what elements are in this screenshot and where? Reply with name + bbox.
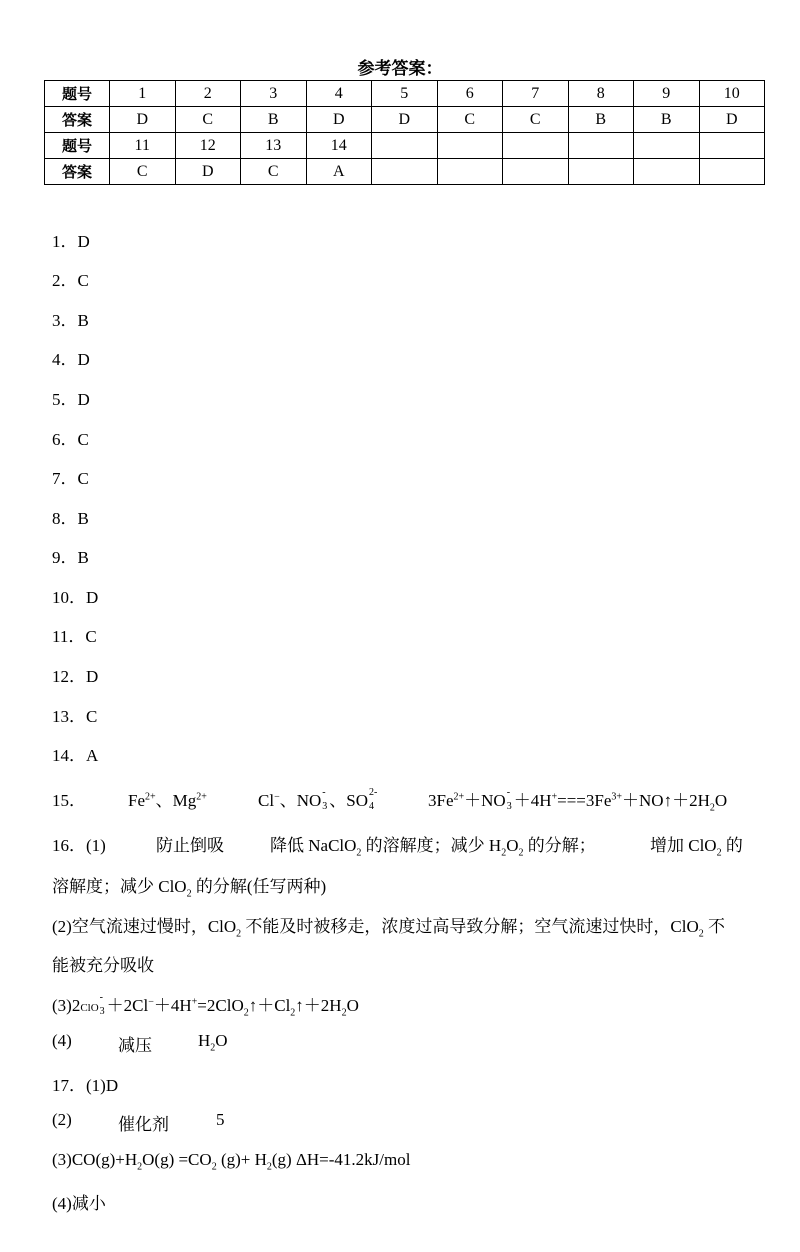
table-cell: 11 xyxy=(110,133,176,159)
answer-number: 10． xyxy=(52,588,86,607)
answer-line xyxy=(52,464,89,489)
table-cell: 10 xyxy=(699,81,765,107)
answer-line xyxy=(52,385,90,410)
table-cell xyxy=(372,133,438,159)
table-header-cell: 题号 xyxy=(45,81,110,107)
answer-number: 3． xyxy=(52,311,78,330)
answer-line xyxy=(52,662,98,687)
q16-line-5: (3)2ClO - 3 $+2Cl^-+4H^+=2ClO_2↑+Cl_2↑+2H_2O$ xyxy=(52,992,359,1019)
answer-line xyxy=(52,622,97,647)
table-cell xyxy=(372,159,438,185)
table-cell: B xyxy=(568,107,634,133)
table-cell xyxy=(568,133,634,159)
table-cell: 3 xyxy=(241,81,307,107)
answer-number: 13． xyxy=(52,707,86,726)
table-cell xyxy=(634,159,700,185)
q16-line-4: 能被充分吸收 xyxy=(52,956,154,975)
q15-cations: $Fe^{2+}$、$Mg^{2+}$ xyxy=(128,791,207,810)
table-cell: 5 xyxy=(372,81,438,107)
answer-value: D xyxy=(86,667,99,686)
table-cell xyxy=(568,159,634,185)
table-cell: C xyxy=(437,107,503,133)
answer-number: 5． xyxy=(52,390,78,409)
table-header-cell: 答案 xyxy=(45,107,110,133)
q15-num: 15． xyxy=(52,791,86,810)
table-cell: C xyxy=(241,159,307,185)
answer-value: D xyxy=(77,390,90,409)
answer-number: 9． xyxy=(52,548,78,567)
table-cell: D xyxy=(372,107,438,133)
table-number-row xyxy=(45,81,765,107)
table-cell: 4 xyxy=(306,81,372,107)
table-cell xyxy=(634,133,700,159)
table-cell xyxy=(503,159,569,185)
table-header-cell: 题号 xyxy=(45,133,110,159)
answer-number: 1． xyxy=(52,232,78,251)
answer-line xyxy=(52,504,89,529)
table-cell xyxy=(437,159,503,185)
table-cell: 7 xyxy=(503,81,569,107)
q16-line-3: (2)空气流速过慢时，ClO$_2$ 不能及时被移走，浓度过高导致分解；空气流速过快时，ClO$_2$ 不 xyxy=(52,917,726,940)
q16-line-6: (4) 减压 $H_2O$ xyxy=(52,1031,228,1055)
table-cell xyxy=(699,159,765,185)
table-cell: 14 xyxy=(306,133,372,159)
answer-value: B xyxy=(77,311,89,330)
table-cell: 13 xyxy=(241,133,307,159)
answer-value: D xyxy=(77,232,90,251)
table-cell: 8 xyxy=(568,81,634,107)
q17-line-2: (2) 催化剂 5 xyxy=(52,1110,225,1134)
answer-value: D xyxy=(86,588,99,607)
q16-line-1: 16．(1) 防止倒吸 降低 NaClO$_2$ 的溶解度；减少 $H_2O_2$ 的分解； 增加 ClO$_2$ 的 xyxy=(52,836,743,859)
answer-value: B xyxy=(77,548,89,567)
table-header-cell: 答案 xyxy=(45,159,110,185)
answer-value: C xyxy=(77,271,89,290)
table-cell: A xyxy=(306,159,372,185)
answer-line xyxy=(52,345,90,370)
table-cell: 6 xyxy=(437,81,503,107)
answer-line xyxy=(52,425,89,450)
table-cell: B xyxy=(634,107,700,133)
answer-line xyxy=(52,227,90,252)
answer-line xyxy=(52,583,98,608)
table-cell: B xyxy=(241,107,307,133)
answer-line xyxy=(52,306,89,331)
table-cell: C xyxy=(110,159,176,185)
table-cell: D xyxy=(110,107,176,133)
answer-number: 6． xyxy=(52,430,78,449)
table-cell: C xyxy=(503,107,569,133)
answer-number: 8． xyxy=(52,509,78,528)
answer-number: 7． xyxy=(52,469,78,488)
table-cell: 2 xyxy=(175,81,241,107)
answer-number: 11． xyxy=(52,627,86,646)
table-answer-row xyxy=(45,159,765,185)
answer-number: 12． xyxy=(52,667,86,686)
answer-line xyxy=(52,702,97,727)
table-cell: D xyxy=(306,107,372,133)
page-title: 参考答案： xyxy=(357,59,443,79)
answer-number: 4． xyxy=(52,350,78,369)
q15-equation: $3Fe^{2+}+NO$ - 3 $+4H^+===3Fe^{3+}+NO↑+2H_2O$ xyxy=(428,787,728,814)
answer-table xyxy=(44,80,765,185)
q16-line-2: 溶解度；减少 ClO$_2$ 的分解(任写两种) xyxy=(52,877,327,900)
q17-line-3: $(3)CO(g)+H_2O(g) =CO_2$ $(g)+ H_2(g)$ ΔH=-41.2kJ/mol xyxy=(52,1150,411,1173)
table-answer-row xyxy=(45,107,765,133)
answer-line xyxy=(52,266,89,291)
answer-line xyxy=(52,543,89,568)
table-number-row xyxy=(45,133,765,159)
answer-line xyxy=(52,741,98,766)
answer-value: A xyxy=(86,746,99,765)
table-cell: D xyxy=(175,159,241,185)
q15-line xyxy=(52,786,728,814)
q15-anions: Cl−、NO - 3 、SO 2- 4 xyxy=(258,787,378,812)
q17-line-4: (4)减小 xyxy=(52,1194,106,1213)
answer-value: C xyxy=(86,707,98,726)
table-cell: 9 xyxy=(634,81,700,107)
q17-line-1: 17．(1)D xyxy=(52,1076,119,1095)
answer-number: 2． xyxy=(52,271,78,290)
answer-value: B xyxy=(77,509,89,528)
answer-value: C xyxy=(77,430,89,449)
table-cell: 1 xyxy=(110,81,176,107)
answer-value: D xyxy=(77,350,90,369)
table-cell xyxy=(699,133,765,159)
table-cell xyxy=(437,133,503,159)
table-cell: C xyxy=(175,107,241,133)
table-cell xyxy=(503,133,569,159)
answer-value: C xyxy=(85,627,97,646)
table-cell: 12 xyxy=(175,133,241,159)
answer-number: 14． xyxy=(52,746,86,765)
table-cell: D xyxy=(699,107,765,133)
answer-value: C xyxy=(77,469,89,488)
